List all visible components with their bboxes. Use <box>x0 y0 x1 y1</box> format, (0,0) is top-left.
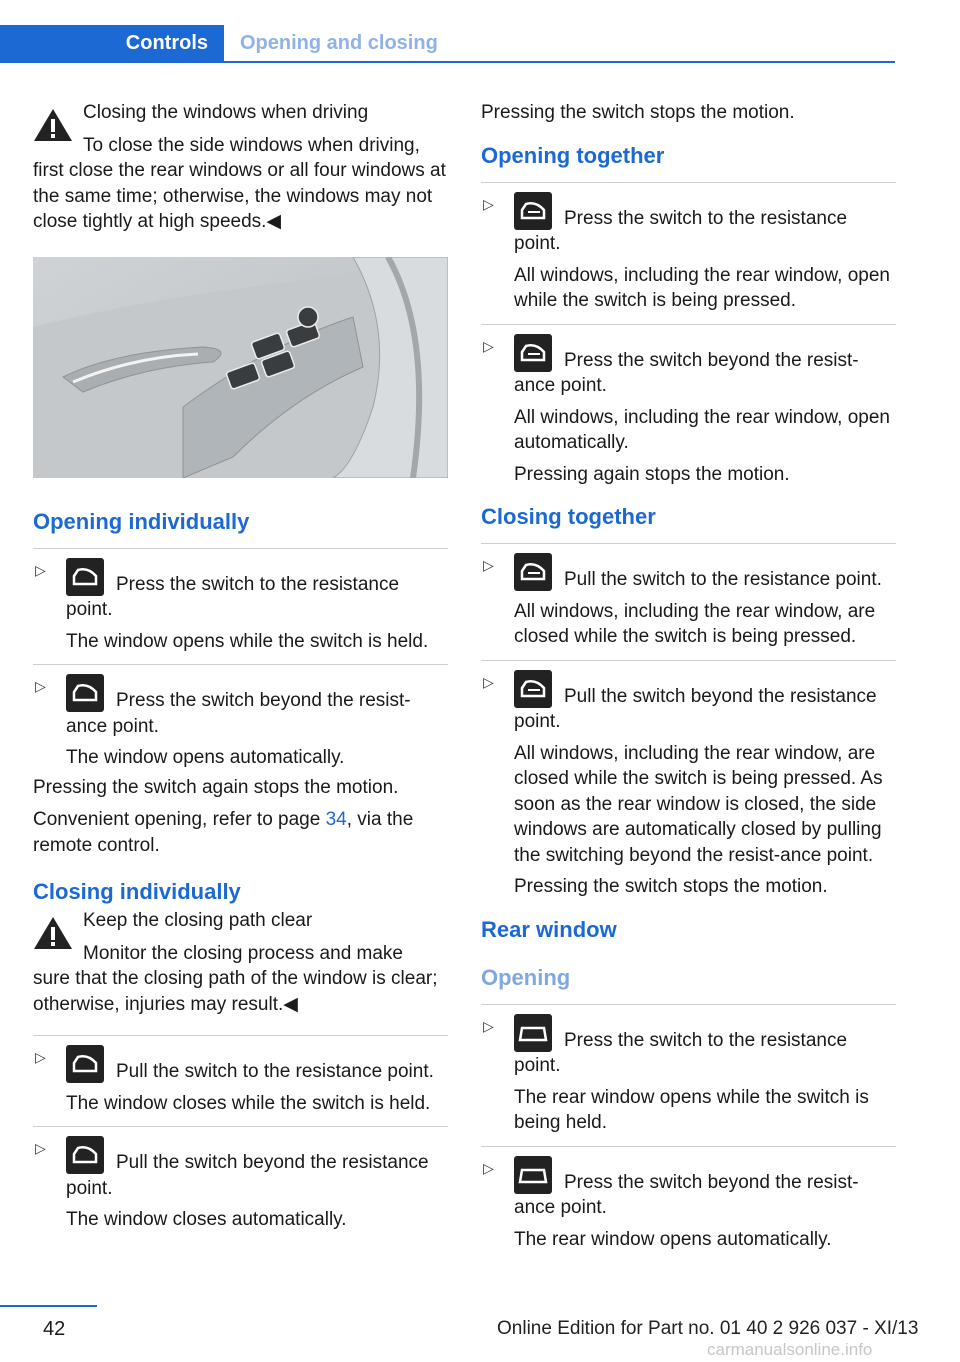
step-result: All windows, including the rear window, open automatically. <box>514 406 890 453</box>
step-result: All windows, including the rear window, are closed while the switch is being pressed. <box>514 600 876 647</box>
window-switch-icon <box>66 1136 104 1174</box>
opening-individually-list <box>33 548 448 781</box>
list-item <box>33 664 448 781</box>
step-action: Press the switch to the resistance point. <box>66 573 400 620</box>
step-action: Press the switch beyond the resist‐ance point. <box>66 690 411 737</box>
subheading-opening: Opening <box>481 964 571 990</box>
list-item <box>481 182 896 324</box>
triangle-right-bullet-icon: ▷ <box>35 561 46 578</box>
closing-together-list <box>481 543 896 910</box>
header-rule <box>0 61 895 63</box>
list-item <box>481 324 896 498</box>
edition-footer: Online Edition for Part no. 01 40 2 926 037 - XI/13 <box>497 1318 919 1339</box>
warning-text: first close the rear windows or all four windows at the same time; otherwise, the windows may not close tightly at high speeds.◀ <box>33 160 446 232</box>
rear-window-list <box>481 1004 896 1263</box>
heading-rear-window: Rear window <box>481 916 617 942</box>
list-item <box>481 1004 896 1146</box>
page-number: 42 <box>43 1318 66 1340</box>
heading-closing-individually: Closing individually <box>33 879 241 904</box>
right-column <box>481 100 896 1262</box>
step-action: Pull the switch to the resistance point. <box>116 1061 434 1082</box>
step-result: All windows, including the rear window, are closed while the switch is being pressed. As soon as the rear window is closed, the side windows are automatically closed by pulling the switching beyond the resist‐ance point. <box>514 742 883 866</box>
step-action: Press the switch to the resistance point. <box>514 1029 848 1076</box>
rear-window-switch-icon <box>514 1014 552 1052</box>
window-switch-icon <box>514 553 552 591</box>
step-action: Press the switch beyond the resist‐ance point. <box>514 349 859 396</box>
heading-closing-together: Closing together <box>481 504 656 529</box>
step-action: Pull the switch beyond the resistance point. <box>66 1152 429 1199</box>
step-extra: Pressing again stops the motion. <box>514 463 790 485</box>
step-result: The window closes automatically. <box>66 1209 347 1230</box>
note-stop-motion: Pressing the switch again stops the motion. <box>33 776 399 798</box>
window-switch-icon <box>66 558 104 596</box>
triangle-right-bullet-icon: ▷ <box>483 557 494 573</box>
page-header <box>0 25 895 63</box>
triangle-right-bullet-icon: ▷ <box>35 1140 46 1156</box>
page-number-bar <box>0 1305 97 1307</box>
list-item <box>33 1035 448 1126</box>
left-column <box>33 100 448 1243</box>
note-convenient-opening: Convenient opening, refer to page 34, via the remote control. <box>33 809 414 856</box>
warning-triangle-icon <box>33 916 73 950</box>
tab-opening-and-closing[interactable]: Opening and closing <box>240 32 438 54</box>
warning-closing-path <box>33 908 448 1017</box>
triangle-right-bullet-icon: ▷ <box>483 1017 494 1034</box>
step-result: The rear window opens while the switch is being held. <box>514 1086 869 1133</box>
step-result: The window opens automatically. <box>66 747 345 768</box>
step-action: Pull the switch to the resistance point. <box>564 569 882 590</box>
triangle-right-bullet-icon: ▷ <box>483 673 494 690</box>
window-switch-icon <box>514 334 552 372</box>
page-reference-link[interactable]: 34 <box>325 809 347 830</box>
heading-opening-individually: Opening individually <box>33 508 250 534</box>
step-result: The window closes while the switch is held. <box>66 1092 431 1114</box>
closing-individually-list <box>33 1035 448 1243</box>
warning-title: Closing the windows when driving <box>83 102 369 123</box>
opening-together-list <box>481 182 896 498</box>
warning-text: sure that the closing path of the window is clear; otherwise, injuries may result.◀ <box>33 968 438 1015</box>
list-item <box>481 1146 896 1263</box>
warning-title: Keep the closing path clear <box>83 910 313 931</box>
list-item <box>481 660 896 910</box>
step-result: The window opens while the switch is held. <box>66 630 429 652</box>
step-action: Pull the switch beyond the resistance point. <box>514 685 877 732</box>
list-item <box>33 1126 448 1243</box>
door-window-switches-photo <box>33 257 448 478</box>
window-switch-icon <box>66 674 104 712</box>
step-result: All windows, including the rear window, open while the switch is being pressed. <box>514 264 890 311</box>
step-action: Press the switch beyond the resist‐ance point. <box>514 1171 859 1218</box>
warning-triangle-icon <box>33 108 73 142</box>
step-extra: Pressing the switch stops the motion. <box>514 876 828 897</box>
watermark: carmanualsonline.info <box>707 1340 873 1359</box>
window-switch-icon <box>514 670 552 708</box>
tab-controls[interactable]: Controls <box>0 25 224 61</box>
warning-line: To close the side windows when driving, <box>83 134 420 156</box>
triangle-right-bullet-icon: ▷ <box>483 195 494 212</box>
triangle-right-bullet-icon: ▷ <box>483 1159 494 1176</box>
triangle-right-bullet-icon: ▷ <box>35 678 46 694</box>
list-item <box>481 543 896 660</box>
warning-line: Monitor the closing process and make <box>83 942 403 964</box>
rear-window-switch-icon <box>514 1156 552 1194</box>
list-item <box>33 548 448 665</box>
triangle-right-bullet-icon: ▷ <box>483 337 494 354</box>
step-action: Press the switch to the resistance point. <box>514 207 848 254</box>
window-switch-icon <box>514 192 552 230</box>
triangle-right-bullet-icon: ▷ <box>35 1049 46 1065</box>
window-switch-icon <box>66 1045 104 1083</box>
step-result: The rear window opens automatically. <box>514 1228 832 1250</box>
warning-closing-windows <box>33 100 448 235</box>
heading-opening-together: Opening together <box>481 142 665 168</box>
intro-text: Pressing the switch stops the motion. <box>481 102 795 123</box>
